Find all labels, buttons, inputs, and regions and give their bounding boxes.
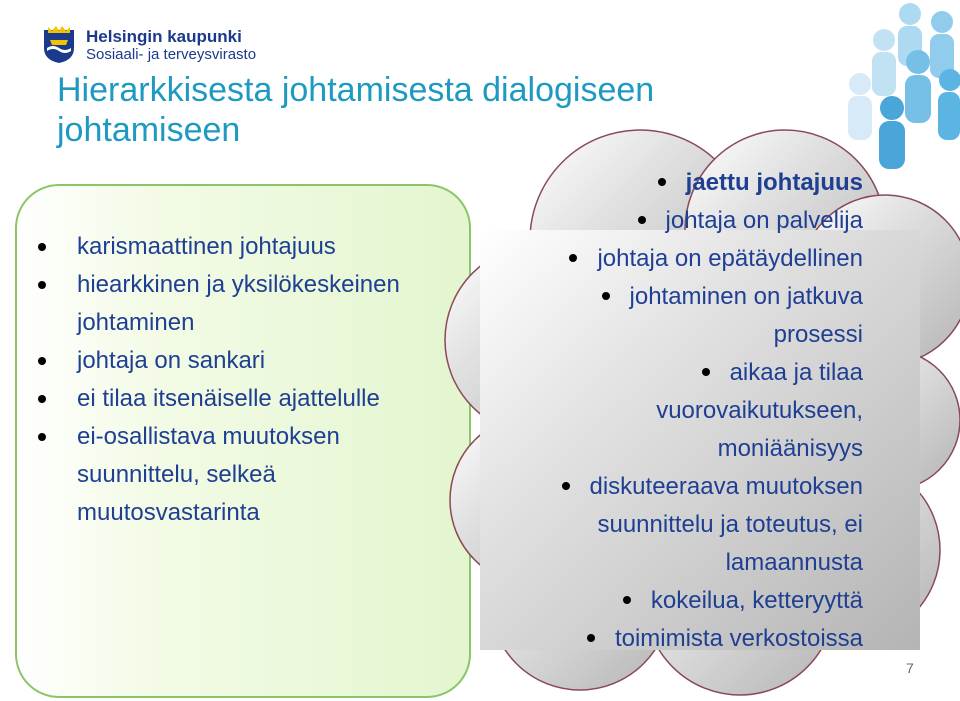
right-list-line: johtaja on epätäydellinen <box>597 245 863 272</box>
right-list-line: prosessi <box>773 321 863 348</box>
right-list-line: jaettu johtajuus <box>685 169 863 196</box>
bullet-icon <box>587 634 595 642</box>
right-list-item <box>465 582 863 620</box>
right-panel-list <box>465 164 863 658</box>
right-list-item <box>465 164 863 202</box>
bullet-icon <box>602 292 610 300</box>
left-panel-list <box>30 228 450 532</box>
right-list-item <box>465 620 863 658</box>
left-list-item: johtaja on sankari <box>30 342 450 380</box>
right-list-item <box>465 468 863 582</box>
department-name: Sosiaali- ja terveysvirasto <box>86 46 257 63</box>
page-number: 7 <box>906 660 914 676</box>
left-list-item: ei-osallistava muutoksen suunnittelu, selkeä muutosvastarinta <box>30 418 450 532</box>
right-list-item <box>465 354 863 468</box>
bullet-icon <box>658 178 666 186</box>
right-list-line: aikaa ja tilaa <box>729 359 863 386</box>
bullet-icon <box>623 596 631 604</box>
right-list-line: toimimista verkostoissa <box>614 625 863 652</box>
bullet-icon <box>562 482 570 490</box>
right-list-line: diskuteeraava muutoksen <box>589 473 863 500</box>
right-list-line: johtaja on palvelija <box>665 207 863 234</box>
left-list-item: karismaattinen johtajuus <box>30 228 450 266</box>
slide-title: Hierarkkisesta johtamisesta dialogiseen johtamiseen <box>57 71 655 149</box>
right-list-line: kokeilua, ketteryyttä <box>650 587 863 614</box>
right-list-line: lamaannusta <box>725 549 863 576</box>
right-list-line: moniäänisyys <box>717 435 863 462</box>
bullet-icon <box>702 368 710 376</box>
left-list-item: ei tilaa itsenäiselle ajattelulle <box>30 380 450 418</box>
helsinki-crest-icon <box>42 24 76 64</box>
right-list-item <box>465 278 863 354</box>
bullet-icon <box>638 216 646 224</box>
org-name: Helsingin kaupunki <box>86 27 242 46</box>
left-list-item: hiearkkinen ja yksilökeskeinen johtaminen <box>30 266 450 342</box>
right-list-line: johtaminen on jatkuva <box>629 283 863 310</box>
right-list-item <box>465 202 863 240</box>
helsinki-logo <box>42 24 282 68</box>
right-list-line: vuorovaikutukseen, <box>656 397 863 424</box>
bullet-icon <box>569 254 577 262</box>
right-list-item <box>465 240 863 278</box>
right-list-line: suunnittelu ja toteutus, ei <box>597 511 863 538</box>
